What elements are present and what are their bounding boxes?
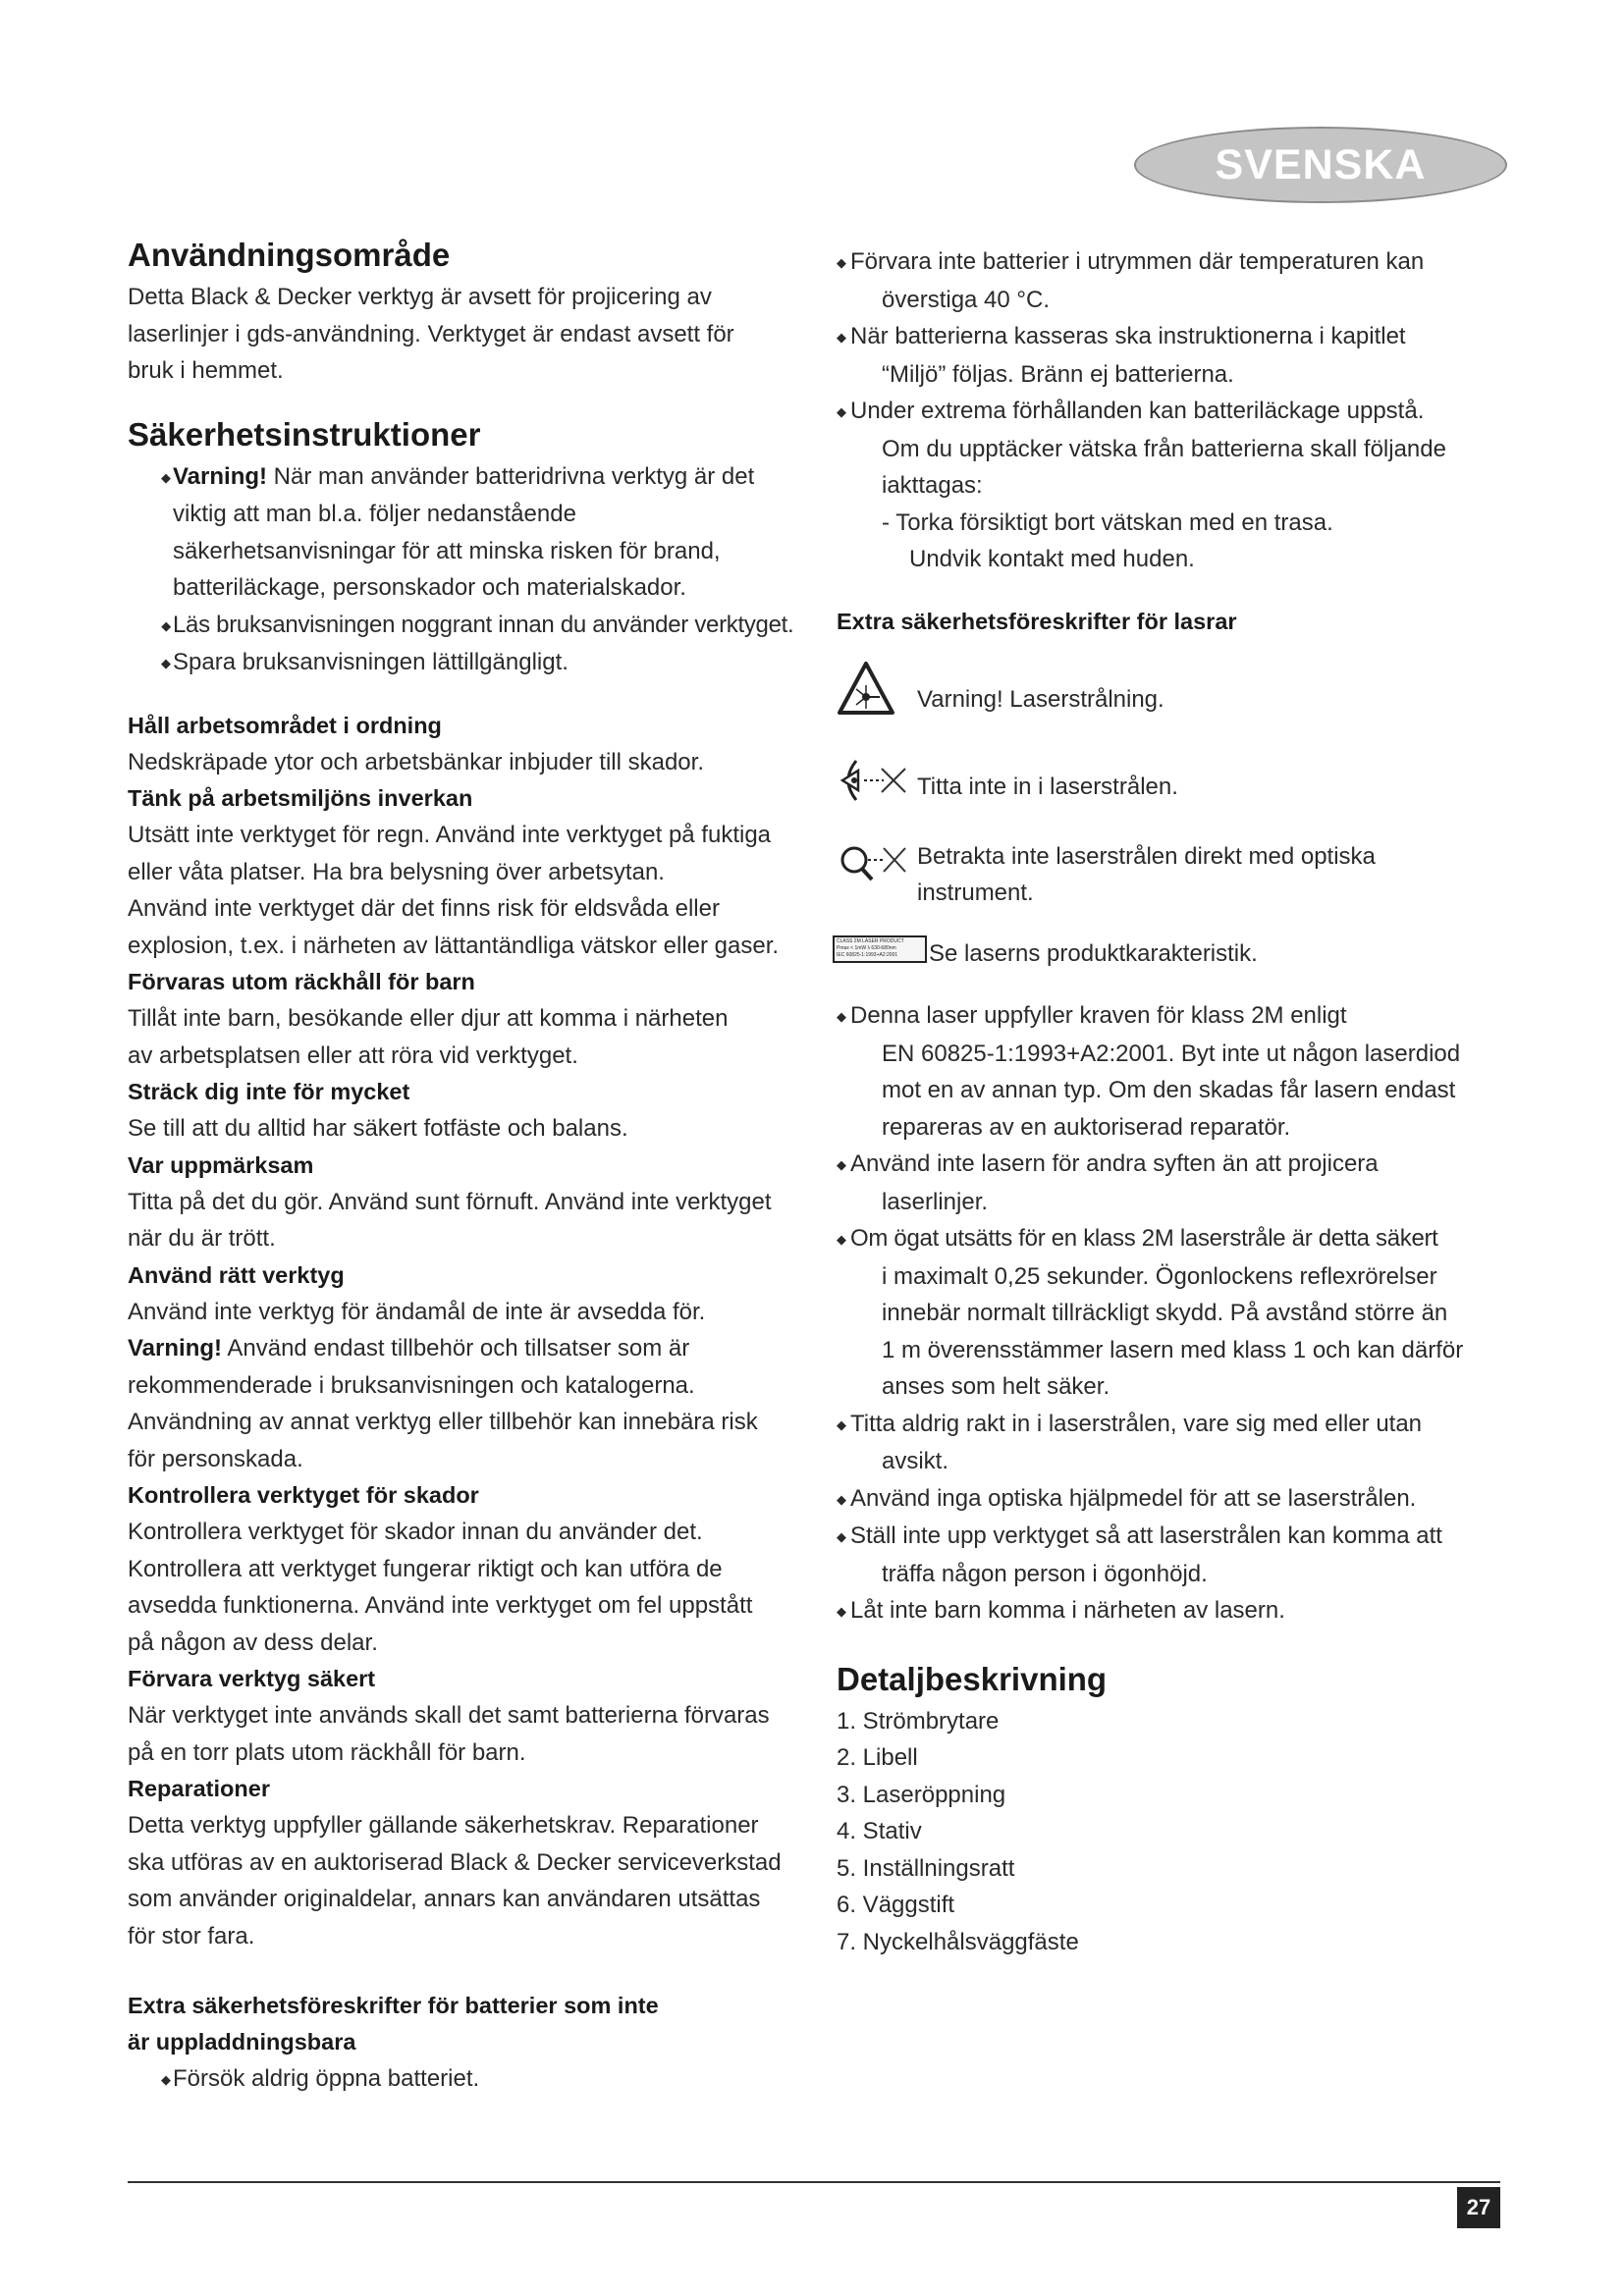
battery-bullet-cont: Om du upptäcker vätska från batterierna skall följande <box>882 435 1446 462</box>
section-text: Utsätt inte verktyget för regn. Använd inte verktyget på fuktiga <box>128 822 772 848</box>
symbol-row <box>837 838 1485 912</box>
laser-bullet-cont: träffa någon person i ögonhöjd. <box>882 1560 1208 1587</box>
safety-bullet <box>128 644 815 682</box>
safety-bullet <box>128 458 815 497</box>
laser-bullet-cont: laserlinjer. <box>882 1188 989 1215</box>
bullet-icon: ◆ <box>161 2072 171 2087</box>
laser-bullet-cont: 1 m överensstämmer lasern med klass 1 och kan därför <box>882 1336 1464 1363</box>
safety-bullet-text: Spara bruksanvisningen lättillgängligt. <box>173 649 568 675</box>
usage-line: Detta Black & Decker verktyg är avsett för projicering av <box>128 284 712 310</box>
section-text-inline: Använd endast tillbehör och tillsatser som är <box>222 1335 690 1362</box>
laser-bullet-cont: avsikt. <box>882 1448 949 1474</box>
left-column <box>128 236 815 2099</box>
safety-bullet-text: När man använder batteridrivna verktyg är det <box>267 462 755 490</box>
laser-bullet-cont: i maximalt 0,25 sekunder. Ögonlockens reflexrörelser <box>882 1262 1437 1290</box>
battery-bullet <box>837 393 1485 431</box>
laser-bullet-text: Titta aldrig rakt in i laserstrålen, vare sig med eller utan <box>850 1410 1423 1437</box>
label-line: Pmax < 1mW λ 630-680nm <box>837 944 896 951</box>
section-text: explosion, t.ex. i närheten av lättantändliga vätskor eller gaser. <box>128 932 780 959</box>
laser-bullet-text: Ställ inte upp verktyget så att laserstrålen kan komma att <box>850 1522 1442 1549</box>
section-title: Var uppmärksam <box>128 1151 314 1178</box>
battery-bullet-cont: “Miljö” följas. Bränn ej batterierna. <box>882 360 1234 388</box>
battery-bullet <box>128 2060 815 2099</box>
safety-bullet-cont: batteriläckage, personskador och materialskador. <box>173 574 686 601</box>
section-title: Förvaras utom räckhåll för barn <box>128 969 475 994</box>
bullet-icon: ◆ <box>837 330 846 345</box>
section-text: på en torr plats utom räckhåll för barn. <box>128 1738 526 1766</box>
section-title: Håll arbetsområdet i ordning <box>128 712 442 738</box>
list-item: 5. Inställningsratt <box>837 1854 1015 1882</box>
section-title: Reparationer <box>128 1776 270 1801</box>
section-title: Kontrollera verktyget för skador <box>128 1482 479 1508</box>
section-text: Tillåt inte barn, besökande eller djur att komma i närheten <box>128 1005 729 1032</box>
bullet-icon: ◆ <box>837 1009 846 1024</box>
laser-bullets <box>837 997 1485 1630</box>
magnifier-no-look-icon <box>837 838 917 898</box>
battery-bullet <box>837 318 1485 356</box>
symbol-text: Betrakta inte laserstrålen direkt med optiska <box>917 842 1376 870</box>
battery-bullet-cont: överstiga 40 °C. <box>882 286 1051 313</box>
list-item: 3. Laseröppning <box>837 1781 1006 1808</box>
laser-bullet-text: Om ögat utsätts för en klass 2M laserstråle är detta säkert <box>850 1225 1438 1252</box>
symbol-row <box>837 932 1485 973</box>
label-line: CLASS 2M LASER PRODUCT <box>837 937 904 944</box>
section-text: Användning av annat verktyg eller tillbehör kan innebära risk <box>128 1409 758 1435</box>
section-text: Använd inte verktyget där det finns risk för eldsvåda eller <box>128 895 720 922</box>
list-item: 1. Strömbrytare <box>837 1707 1000 1735</box>
heading-safety: Säkerhetsinstruktioner <box>128 415 481 453</box>
symbol-row <box>837 751 1485 815</box>
symbol-row <box>837 660 1485 723</box>
battery-bullet-text: Förvara inte batterier i utrymmen där temperaturen kan <box>850 248 1425 275</box>
symbol-text: Titta inte in i laserstrålen. <box>917 773 1178 800</box>
laser-bullet <box>837 1220 1485 1258</box>
list-item: 4. Stativ <box>837 1818 922 1844</box>
section-text: rekommenderade i bruksanvisningen och katalogerna. <box>128 1371 695 1399</box>
section-text: Kontrollera att verktyget fungerar riktigt och kan utföra de <box>128 1555 723 1582</box>
bullet-icon: ◆ <box>837 1604 846 1619</box>
bullet-icon: ◆ <box>161 656 171 670</box>
battery-bullet-cont: iakttagas: <box>882 472 983 499</box>
safety-bullet-text: Läs bruksanvisningen noggrant innan du använder verktyget. <box>173 611 794 638</box>
safety-bullet-cont: viktig att man bl.a. följer nedanstående <box>173 501 576 527</box>
section-text: Se till att du alltid har säkert fotfäste och balans. <box>128 1115 628 1142</box>
symbol-text: Varning! Laserstrålning. <box>917 685 1164 713</box>
section-title: Använd rätt verktyg <box>128 1261 345 1288</box>
laser-bullet-cont: repareras av en auktoriserad reparatör. <box>882 1113 1291 1141</box>
laser-bullet <box>837 1146 1485 1184</box>
section-text: av arbetsplatsen eller att röra vid verktyget. <box>128 1041 578 1069</box>
battery-section-title: är uppladdningsbara <box>128 2029 356 2055</box>
section-text: Kontrollera verktyget för skador innan du använder det. <box>128 1519 703 1545</box>
language-tab: SVENSKA <box>1134 127 1507 203</box>
bullet-icon: ◆ <box>161 469 171 485</box>
laser-bullet-cont: mot en av annan typ. Om den skadas får lasern endast <box>882 1077 1456 1103</box>
bullet-icon: ◆ <box>837 1416 846 1432</box>
warning-label: Varning! <box>128 1335 223 1362</box>
list-item: 7. Nyckelhålsväggfäste <box>837 1928 1079 1955</box>
laser-bullet <box>837 1406 1485 1444</box>
battery-bullet-text: När batterierna kasseras ska instruktionerna i kapitlet <box>850 323 1406 349</box>
battery-section-title: Extra säkerhetsföreskrifter för batterier som inte <box>128 1993 659 2018</box>
laser-label-icon <box>837 932 917 963</box>
section-text: på någon av dess delar. <box>128 1629 378 1656</box>
bullet-icon: ◆ <box>837 1529 846 1544</box>
bullet-icon: ◆ <box>837 1157 846 1172</box>
laser-bullet-cont: innebär normalt tillräckligt skydd. På avstånd större än <box>882 1300 1448 1326</box>
battery-sub-item: - Torka försiktigt bort vätskan med en trasa. <box>882 508 1333 536</box>
symbol-text: Se laserns produktkarakteristik. <box>929 939 1258 967</box>
bullet-icon: ◆ <box>837 1232 846 1247</box>
battery-bullet-text: Under extrema förhållanden kan batteriläckage uppstå. <box>850 398 1425 424</box>
footer-divider <box>128 2181 1500 2183</box>
bullet-icon: ◆ <box>837 255 846 270</box>
laser-bullet <box>837 1518 1485 1556</box>
page-number: 27 <box>1457 2187 1500 2228</box>
section-text: Nedskräpade ytor och arbetsbänkar inbjuder till skador. <box>128 748 704 775</box>
bullet-icon: ◆ <box>161 617 171 633</box>
section-title: Sträck dig inte för mycket <box>128 1079 410 1104</box>
right-column <box>837 243 1485 1960</box>
warning-label: Varning! <box>173 462 268 490</box>
list-item: 6. Väggstift <box>837 1892 955 1918</box>
section-text: eller våta platser. Ha bra belysning över arbetsytan. <box>128 858 665 885</box>
list-item: 2. Libell <box>837 1744 918 1771</box>
label-line: IEC 60825-1:1993+A2:2001 <box>837 951 898 958</box>
laser-bullet-text: Låt inte barn komma i närheten av lasern. <box>850 1597 1285 1624</box>
laser-warning-icon <box>837 660 917 723</box>
battery-bullet-text: Försök aldrig öppna batteriet. <box>173 2065 480 2092</box>
battery-bullet <box>837 243 1485 282</box>
laser-bullet <box>837 1592 1485 1630</box>
section-text: När verktyget inte används skall det samt batterierna förvaras <box>128 1702 770 1729</box>
section-title: Förvara verktyg säkert <box>128 1666 376 1691</box>
laser-bullet <box>837 1480 1485 1519</box>
laser-bullet-text: Använd inte lasern för andra syften än att projicera <box>850 1150 1379 1177</box>
eye-no-look-icon <box>837 751 917 815</box>
symbol-text: instrument. <box>917 880 1034 906</box>
section-text: när du är trött. <box>128 1225 276 1252</box>
heading-usage: Användningsområde <box>128 237 451 273</box>
usage-line: bruk i hemmet. <box>128 357 284 384</box>
section-text: avsedda funktionerna. Använd inte verktyget om fel uppstått <box>128 1592 753 1619</box>
section-text: Detta verktyg uppfyller gällande säkerhetskrav. Reparationer <box>128 1812 759 1839</box>
safety-bullet <box>128 607 815 645</box>
laser-bullet <box>837 997 1485 1036</box>
laser-bullet-text: Använd inga optiska hjälpmedel för att se laserstrålen. <box>850 1484 1417 1512</box>
bullet-icon: ◆ <box>837 1491 846 1507</box>
section-text <box>128 1330 815 1367</box>
section-text: för personskada. <box>128 1445 303 1472</box>
bullet-icon: ◆ <box>837 404 846 419</box>
section-text: ska utföras av en auktoriserad Black & Decker serviceverkstad <box>128 1848 782 1876</box>
laser-bullet-cont: EN 60825-1:1993+A2:2001. Byt inte ut någon laserdiod <box>882 1040 1461 1067</box>
detail-list <box>837 1703 1485 1961</box>
safety-bullet-cont: säkerhetsanvisningar för att minska risken för brand, <box>173 537 721 564</box>
symbol-text-block <box>917 838 1376 912</box>
section-title: Tänk på arbetsmiljöns inverkan <box>128 785 473 811</box>
laser-bullet-cont: anses som helt säker. <box>882 1373 1110 1400</box>
laser-bullet-text: Denna laser uppfyller kraven för klass 2M enligt <box>850 1002 1347 1029</box>
laser-section-title: Extra säkerhetsföreskrifter för lasrar <box>837 608 1237 634</box>
usage-line: laserlinjer i gds-användning. Verktyget är endast avsett för <box>128 320 734 347</box>
heading-detail: Detaljbeskrivning <box>837 1660 1108 1697</box>
section-text: som använder originaldelar, annars kan användaren utsättas <box>128 1886 761 1912</box>
battery-sub-item: Undvik kontakt med huden. <box>909 546 1195 572</box>
section-text: Använd inte verktyg för ändamål de inte är avsedda för. <box>128 1298 706 1325</box>
section-text: Titta på det du gör. Använd sunt förnuft. Använd inte verktyget <box>128 1188 772 1215</box>
section-text: för stor fara. <box>128 1922 255 1949</box>
